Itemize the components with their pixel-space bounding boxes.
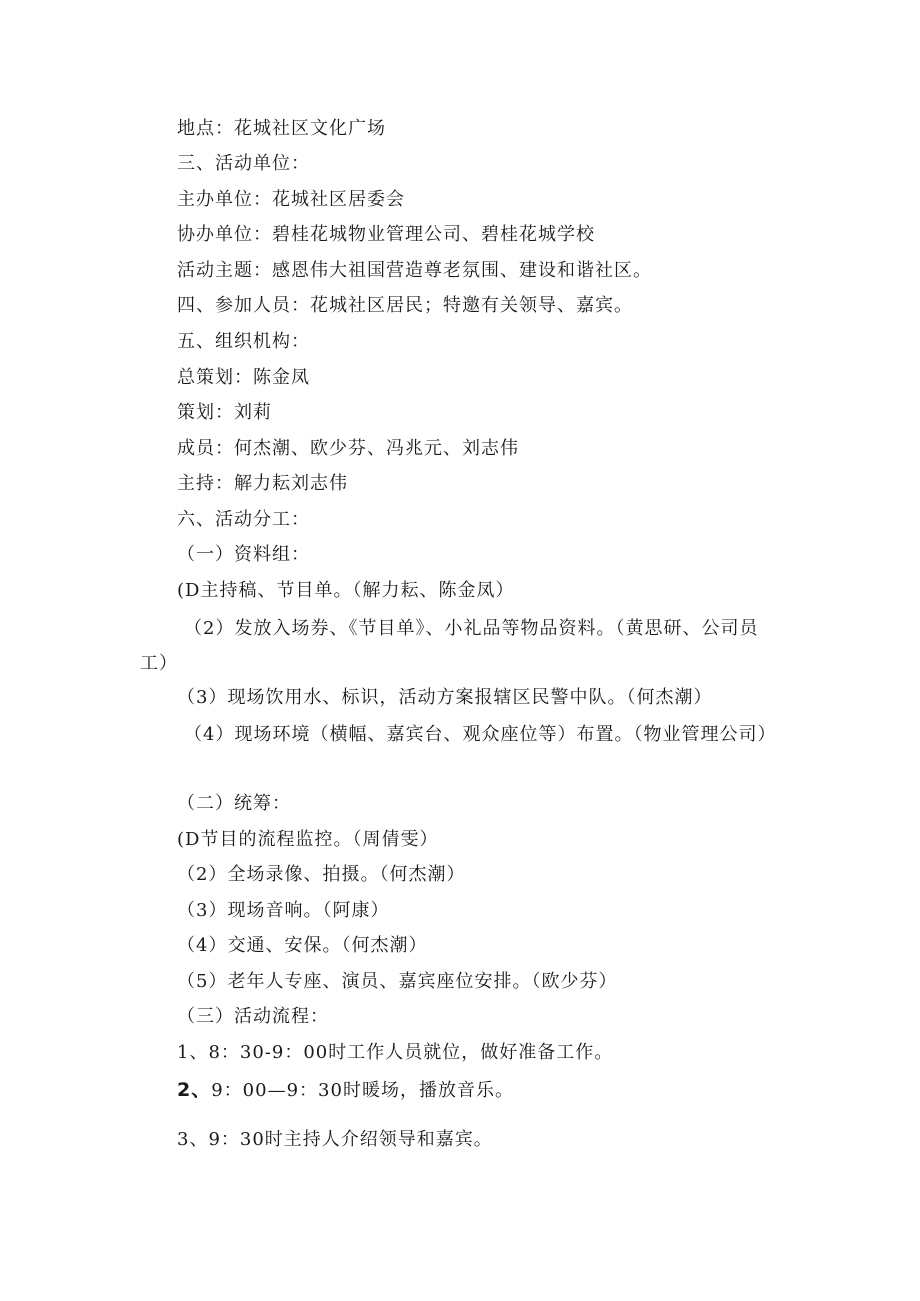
line-hosts: 主持：解力耘刘志伟 bbox=[177, 473, 348, 494]
list-item: （2）全场录像、拍摄。（何杰潮） bbox=[177, 864, 466, 885]
list-item: （4）交通、安保。（何杰潮） bbox=[177, 935, 428, 956]
list-item: （4）现场环境（横幅、嘉宾台、观众座位等）布置。（物业管理公司） bbox=[184, 724, 777, 745]
heading-materials-group: （一）资料组： bbox=[177, 544, 310, 565]
list-item: (D节目的流程监控。（周倩雯） bbox=[177, 829, 439, 850]
heading-coordination: （二）统筹： bbox=[177, 793, 291, 814]
list-item: （3）现场音响。（阿康） bbox=[177, 900, 390, 921]
step-number: 2、 bbox=[177, 1079, 212, 1101]
list-item: （5）老年人专座、演员、嘉宾座位安排。（欧少芬） bbox=[177, 971, 618, 992]
line-members: 成员：何杰潮、欧少芬、冯兆元、刘志伟 bbox=[177, 438, 519, 459]
list-item: （2）发放入场券、《节目单》、小礼品等物品资料。（黄思研、公司员工） bbox=[140, 618, 759, 674]
line-location: 地点：花城社区文化广场 bbox=[177, 118, 386, 139]
procedure-step bbox=[177, 1078, 514, 1103]
list-item: (D主持稿、节目单。（解力耘、陈金凤） bbox=[177, 580, 515, 601]
line-organizer: 主办单位：花城社区居委会 bbox=[177, 189, 405, 210]
heading-division: 六、活动分工： bbox=[177, 509, 310, 530]
line-co-organizer: 协办单位：碧桂花城物业管理公司、碧桂花城学校 bbox=[177, 224, 595, 245]
line-planner: 策划：刘莉 bbox=[177, 402, 272, 423]
line-theme: 活动主题：感恩伟大祖国营造尊老氛围、建设和谐社区。 bbox=[177, 260, 652, 281]
heading-units: 三、活动单位： bbox=[177, 153, 310, 174]
heading-organization: 五、组织机构： bbox=[177, 331, 310, 352]
heading-procedure: （三）活动流程： bbox=[177, 1006, 329, 1027]
procedure-step: 1、8：30-9：00时工作人员就位，做好准备工作。 bbox=[177, 1042, 614, 1063]
list-item: （3）现场饮用水、标识，活动方案报辖区民警中队。（何杰潮） bbox=[177, 687, 713, 708]
heading-participants: 四、参加人员：花城社区居民；特邀有关领导、嘉宾。 bbox=[177, 295, 633, 316]
procedure-step: 3、9：30时主持人介绍领导和嘉宾。 bbox=[177, 1129, 493, 1150]
line-chief-planner: 总策划：陈金凤 bbox=[177, 367, 310, 388]
step-text: 9：00—9：30时暖场，播放音乐。 bbox=[211, 1080, 514, 1101]
